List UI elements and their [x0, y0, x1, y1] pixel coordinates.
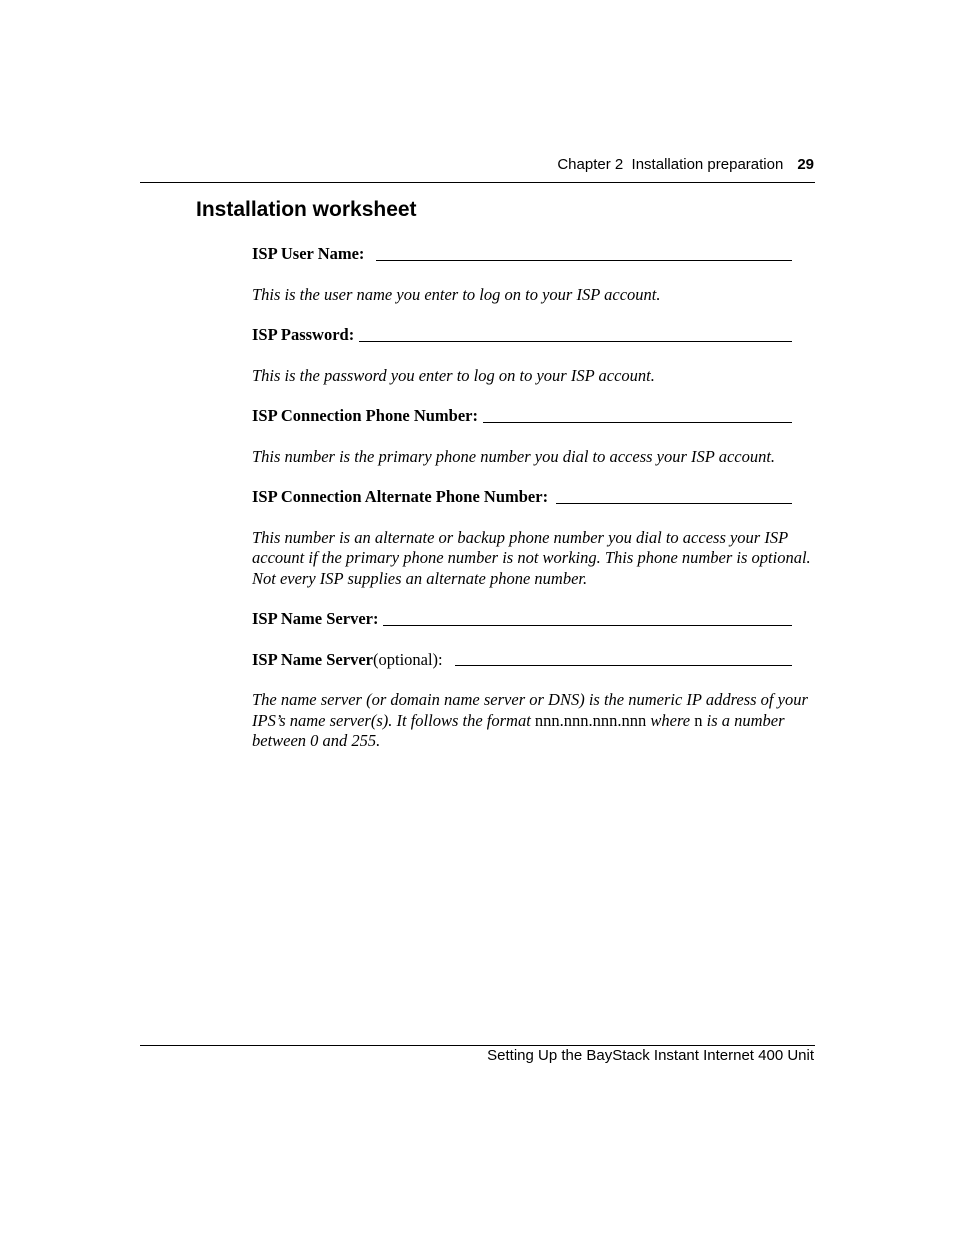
optional-tag: (optional):: [372, 649, 443, 669]
ip-format: nnn.nnn.nnn.nnn: [534, 710, 647, 730]
note-text: The name server (or domain name server or DNS) is the numeric IP address of your IPS’s name server(s). It follows the format: [252, 690, 808, 730]
field-note: This number is an alternate or backup phone number you dial to access your ISP account if the primary phone number is not working. This phone number is optional. Not every ISP supplies an alternate phone number.: [252, 527, 811, 588]
fill-in-line: [359, 340, 792, 346]
chapter-number: Chapter 2: [557, 156, 624, 173]
field-label: ISP Name Server:: [252, 609, 379, 628]
field-label: ISP Connection Phone Number:: [252, 406, 478, 425]
isp-alternate-phone-field: [252, 487, 814, 508]
fill-in-line: [483, 421, 792, 427]
header-rule: [140, 182, 815, 183]
running-header: [557, 156, 814, 173]
field-note: This is the password you enter to log on to your ISP account.: [252, 365, 655, 385]
field-label: ISP Name Server: [252, 649, 373, 669]
running-footer: Setting Up the BayStack Instant Internet 400 Unit: [487, 1047, 814, 1064]
isp-name-server-optional-field: [252, 650, 814, 671]
fill-in-line: [383, 624, 792, 630]
worksheet: [252, 244, 814, 772]
chapter-title: Installation preparation: [631, 156, 784, 173]
fill-in-line: [556, 502, 792, 508]
isp-password-field: [252, 325, 814, 346]
footer-rule: [140, 1045, 815, 1046]
page-number: 29: [797, 156, 814, 173]
field-label: ISP User Name:: [252, 244, 365, 263]
note-text: is a number between 0 and 255.: [252, 710, 785, 750]
isp-user-name-field: [252, 244, 814, 265]
isp-name-server-field: [252, 609, 814, 630]
isp-connection-phone-field: [252, 406, 814, 427]
note-text: where: [646, 710, 695, 730]
field-note: This is the user name you enter to log on to your ISP account.: [252, 284, 661, 304]
field-label: ISP Password:: [252, 325, 355, 344]
field-label: ISP Connection Alternate Phone Number:: [252, 487, 549, 506]
section-title: Installation worksheet: [196, 198, 417, 221]
name-server-note: [252, 690, 814, 752]
field-note: This number is the primary phone number you dial to access your ISP account.: [252, 446, 776, 466]
fill-in-line: [455, 664, 792, 670]
variable-n: n: [694, 710, 703, 730]
fill-in-line: [376, 259, 792, 265]
